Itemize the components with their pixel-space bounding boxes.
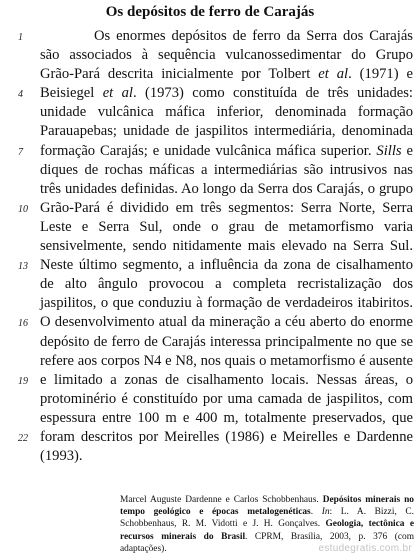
text-line — [0, 65, 420, 84]
text-line — [0, 313, 420, 332]
line-text: são associados à sequência vulcanossedimentar do Grupo — [40, 47, 413, 64]
line-text: protominério é constituído por uma camada de jaspilitos, com — [40, 390, 413, 407]
text-line — [0, 180, 420, 199]
text-line — [0, 161, 420, 180]
text-line — [0, 256, 420, 275]
text-line — [0, 390, 420, 409]
line-number: 19 — [18, 375, 28, 387]
text-line — [0, 275, 420, 294]
text-line — [0, 46, 420, 65]
text-line — [0, 218, 420, 237]
line-text: e limitado a zonas de cisalhamento locais. Nessas áreas, o — [40, 371, 413, 388]
text-line — [0, 352, 420, 371]
line-text: Grão-Pará descrita inicialmente por Tolbert et al. (1971) e — [40, 66, 413, 83]
text-line — [0, 237, 420, 256]
text-line — [0, 333, 420, 352]
text-line — [0, 447, 420, 466]
line-text: refere aos corpos N4 e N8, nos quais o metamorfismo é ausente — [40, 352, 413, 369]
line-number: 1 — [18, 32, 23, 43]
text-line — [0, 294, 420, 313]
line-text: unidade vulcânica máfica inferior, denominada formação — [40, 104, 413, 121]
line-text: Neste último segmento, a influência da zona de cisalhamento — [40, 257, 413, 274]
line-number: 7 — [18, 146, 23, 158]
text-line — [0, 428, 420, 447]
line-text: Os enormes depósitos de ferro da Serra dos Carajás — [94, 28, 413, 44]
line-text: Beisiegel et al. (1973) como constituída de três unidades: — [40, 85, 413, 102]
watermark: estudegratis.com.br — [318, 543, 412, 554]
line-number: 10 — [18, 203, 28, 215]
line-text: sensivelmente, sendo nitidamente mais elevado na Serra Sul. — [40, 238, 413, 255]
source-citation: Marcel Auguste Dardenne e Carlos Schobbenhaus. Depósitos minerais no tempo geológico e épocas metalogenéticas. In: L. A. Bizzi, C. Schobbenhaus, R. M. Vidotti e J. H. Gonçalves. Geologia, tectônica e recursos minerais do Brasil. CPRM, Brasília, 2003, p. 376 (com adaptações). — [120, 495, 415, 554]
line-text: formação Carajás; e unidade vulcânica máfica superior. Sills e — [40, 142, 413, 159]
line-text: foram descritos por Meirelles (1986) e Meirelles e Dardenne — [40, 428, 413, 445]
line-text: Parauapebas; unidade de jaspilitos intermediária, denominada — [40, 123, 413, 140]
line-text: jaspilitos, o que conduziu à formação de verdadeiros itabiritos. — [40, 295, 413, 312]
line-text: três unidades definidas. Ao longo da Serra dos Carajás, o grupo — [40, 180, 413, 197]
text-line — [0, 371, 420, 390]
line-number: 22 — [18, 432, 28, 444]
passage-text — [0, 27, 420, 466]
page-title: Os depósitos de ferro de Carajás — [105, 4, 315, 20]
text-line — [0, 27, 420, 46]
line-text: depósito de ferro de Carajás interessa principalmente no que se — [40, 333, 413, 350]
line-number: 13 — [18, 261, 28, 273]
line-text: de alto ângulo provocou a completa recristalização dos — [40, 276, 413, 293]
line-number: 16 — [18, 318, 28, 330]
line-text: diques de rochas máficas a intermediárias são intrusivos nas — [40, 161, 413, 178]
line-text: espessura entre 100 m e 400 m, totalmente preservados, que — [40, 409, 413, 426]
line-number: 4 — [18, 89, 23, 101]
text-line — [0, 409, 420, 428]
text-line — [0, 122, 420, 141]
text-line — [0, 84, 420, 103]
line-text: O desenvolvimento atual da mineração a céu aberto do enorme — [40, 314, 413, 331]
text-line — [0, 142, 420, 161]
text-line — [0, 103, 420, 122]
line-text: (1993). — [40, 448, 83, 465]
line-text: Grão-Pará é dividido em três segmentos: Serra Norte, Serra — [40, 199, 413, 216]
line-text: Leste e Serra Sul, onde o grau de metamorfismo varia — [40, 218, 413, 235]
text-line — [0, 199, 420, 218]
